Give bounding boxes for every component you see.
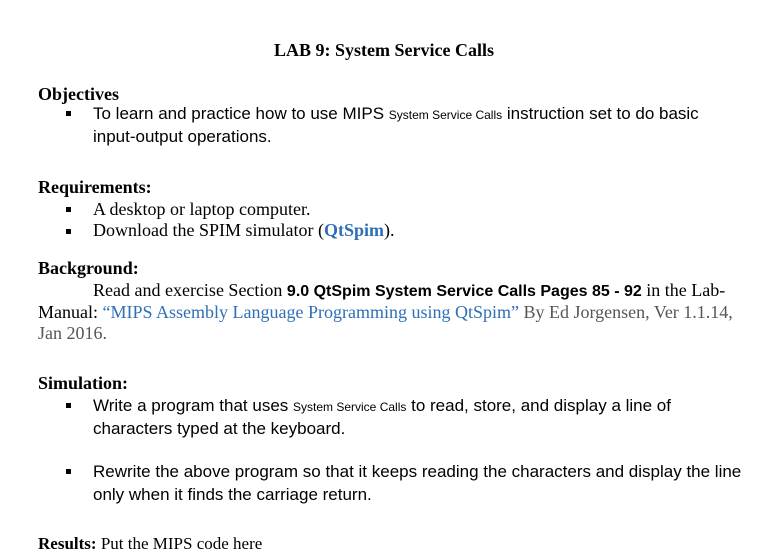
requirements-item-2-text: Download the SPIM simulator ( [93, 220, 324, 240]
objectives-item-small-text: System Service Calls [388, 108, 503, 122]
requirements-heading: Requirements: [38, 177, 152, 197]
qtspim-link[interactable]: QtSpim [324, 220, 385, 240]
background-manual-label: Manual: [38, 302, 103, 322]
bullet-icon [66, 207, 71, 212]
requirements-item-2 [93, 220, 395, 241]
objectives-item-line1 [93, 104, 699, 124]
results-line [38, 534, 262, 554]
objectives-item-text-end: instruction set to do basic [502, 104, 699, 123]
background-line-1 [93, 280, 725, 301]
background-section-ref: 9.0 QtSpim System Service Calls Pages 85 - 92 [286, 283, 642, 300]
background-text: Read and exercise Section [93, 280, 287, 300]
background-line-3: Jan 2016. [38, 323, 107, 343]
bullet-icon [66, 403, 71, 408]
objectives-item-line2: input-output operations. [93, 127, 272, 146]
simulation-item-1-line2: characters typed at the keyboard. [93, 419, 346, 438]
objectives-item-text: To learn and practice how to use MIPS [93, 104, 389, 123]
page-title: LAB 9: System Service Calls [274, 40, 494, 60]
background-line-2 [38, 302, 733, 323]
requirements-item-1: A desktop or laptop computer. [93, 199, 311, 219]
bullet-icon [66, 111, 71, 116]
background-text-end: in the Lab- [641, 280, 726, 300]
background-heading: Background: [38, 258, 139, 278]
simulation-item-1-text: Write a program that uses [93, 396, 293, 415]
simulation-item-1-line1 [93, 396, 671, 416]
manual-link[interactable]: “MIPS Assembly Language Programming using QtSpim” [102, 302, 519, 322]
objectives-heading: Objectives [38, 84, 119, 104]
simulation-item-2-line1: Rewrite the above program so that it keeps reading the characters and display the line [93, 462, 742, 481]
simulation-item-1-small-text: System Service Calls [293, 400, 407, 414]
bullet-icon [66, 229, 71, 234]
simulation-item-1-text-end: to read, store, and display a line of [406, 396, 671, 415]
requirements-item-2-end: ). [384, 220, 395, 240]
results-text: Put the MIPS code here [96, 534, 263, 553]
simulation-heading: Simulation: [38, 373, 129, 393]
background-author-text: By Ed Jorgensen, Ver 1.1.14, [518, 302, 733, 322]
simulation-item-2-line2: only when it finds the carriage return. [93, 485, 372, 504]
results-label: Results: [38, 534, 97, 553]
bullet-icon [66, 469, 71, 474]
